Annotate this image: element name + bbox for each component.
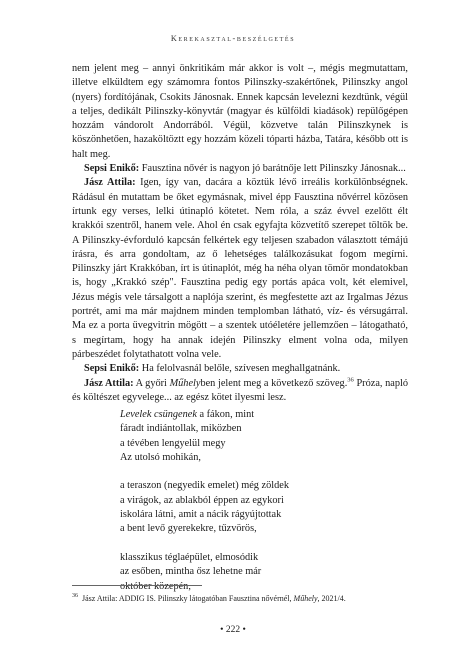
footnote-text: , 2021/4.	[317, 594, 346, 603]
poem-line: fáradt indiántollak, miközben	[120, 423, 242, 435]
footnote-divider	[72, 585, 202, 586]
running-header: Kerekasztal-beszélgetés	[170, 34, 296, 43]
journal-title: Műhely	[169, 377, 201, 389]
poem-excerpt	[120, 408, 370, 594]
speaker-name: Sepsi Enikő:	[84, 163, 140, 175]
paragraph-text: Igen, így van, dacára a köztük lévő irreális korkülönbségnek. Rádásul én mutattam be őket egymásnak, mivel épp Fausztina nővérrel közösen írtunk egy verses, lelki útinapló kötetet. Nem róla, a száz évvel ezelőtt élt krakkói szentről, hanem vele. Ahol én csak egyfajta közvetítő szerepet töltök be. A Pilinszky-évforduló kapcsán felkértek egy teljesen szabadon választott témájú írásra, és arra gondoltam, az ő lehetséges találkozásukat fogom megírni. Pilinszky járt Krakkóban, írt is útinaplót, még ha néha olyan tömör mondatokban is, hogy „Krakkó szép". Fausztina pedig egy portás apáca volt, két elemivel, Jézus mégis vele társalgott a naplója szerint, és megfestette azt az Irgalmas Jézus portrét, ami ma már majdnem minden templomban látható, víz- és vérsugárral. Ma ez a porta üvegvitrin mögött – a szentek utóéletére jellemzően – látogatható, s megírtam, hogy ha annak idején Pilinszky elment volna oda, milyen párbeszédet folytathatott volna vele.	[72, 177, 408, 360]
paragraph-text: Fausztina nővér is nagyon jó barátnője lett Pilinszky Jánosnak...	[139, 163, 406, 175]
paragraph-text: Próza, napló és költészet egyvelege... az egész kötet ilyesmi lesz.	[72, 377, 408, 403]
paragraph	[72, 362, 408, 376]
paragraph-text: nem jelent meg – annyi önkritikám már akkor is volt –, mégis megmutattam, illetve elküldtem egy számomra fontos Pilinszky-szakértőnek, Pilinszky angol (nyers) fordítójának, Csokits Jánosnak. Ennek kapcsán levelezni kezdtünk, végül a teljes, dedikált Pilinszky-könyvtár (magyar és külföldi kiadások) repülőgépen hozzám vándorolt Andorrából. Végül, közvetve talán Pilinszkynek is köszönhetően, hazaköltöztt egy hozzám közeli tóparti házba, Tatára, később ott is halt meg.	[72, 63, 408, 160]
footnote-journal-title: Műhely	[293, 594, 318, 603]
poem-line-text: a fákon, mint	[196, 409, 255, 420]
footnote	[72, 594, 412, 604]
poem-line: a bent levő gyerekekre, tűzvörös,	[120, 523, 257, 535]
speaker-name: Sepsi Enikő:	[84, 363, 140, 375]
poem-line	[120, 408, 370, 422]
paragraph	[72, 162, 408, 176]
footnote-number: 36	[72, 593, 78, 600]
footnote-reference[interactable]: 36	[347, 376, 354, 384]
poem-line: a virágok, az ablakból éppen az egykori	[120, 494, 284, 506]
poem-line: Az utolsó mohikán,	[120, 451, 201, 463]
poem-line: október közepén,	[120, 580, 191, 592]
poem-emphasis: Levelek csüngenek	[120, 409, 197, 420]
stanza-break	[120, 465, 370, 479]
paragraph-text: A győri	[133, 377, 170, 389]
paragraph	[72, 62, 408, 162]
paragraph-text: Ha felolvasnál belőle, szívesen meghallgatnánk.	[139, 363, 341, 375]
paragraph	[72, 377, 408, 406]
speaker-name: Jász Attila:	[84, 177, 136, 189]
page-number: • 222 •	[220, 625, 246, 635]
poem-line: a tévében lengyelül megy	[120, 437, 226, 449]
paragraph-text: ben jelent meg a következő szöveg.	[200, 377, 348, 389]
paragraph	[72, 176, 408, 362]
poem-line: a teraszon (negyedik emelet) még zöldek	[120, 480, 289, 492]
poem-line: iskolára látni, amit a nácik rágyújtottak	[120, 509, 282, 521]
stanza-break	[120, 537, 370, 551]
poem-line: klasszikus téglaépület, elmosódik	[120, 551, 259, 563]
body-text	[72, 62, 408, 405]
poem-line: az esőben, mintha ősz lehetne már	[120, 566, 262, 578]
footnote-text: Jász Attila: ADDIG IS. Pilinszky látogatóban Fausztina nővérnél,	[82, 594, 294, 603]
speaker-name: Jász Attila:	[84, 377, 134, 389]
